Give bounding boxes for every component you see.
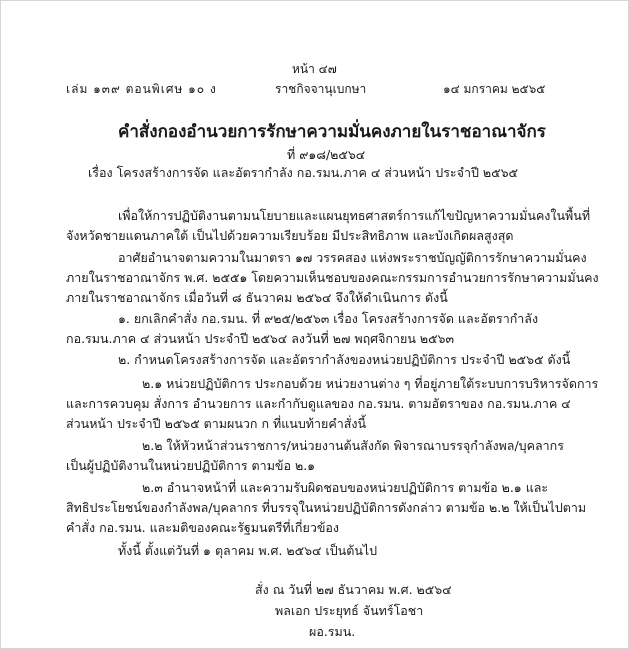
effective-date: ทั้งนี้ ตั้งแต่วันที่ ๑ ตุลาคม พ.ศ. ๒๕๖๔ เป็นต้นไป xyxy=(118,543,378,558)
item-2-2-line-1: ๒.๒ ให้หัวหน้าส่วนราชการ/หน่วยงานต้นสังกัด พิจารณาบรรจุกำลังพล/บุคลากร xyxy=(142,438,564,453)
item-2-3-line-1: ๒.๓ อำนาจหน้าที่ และความรับผิดชอบของหน่วยปฏิบัติการ ตามข้อ ๒.๑ และ xyxy=(142,480,549,495)
signer-name: พลเอก ประยุทธ์ จันทร์โอชา xyxy=(275,603,424,618)
item-2-1-line-3: ส่วนหน้า ประจำปี ๒๕๖๕ ตามผนวก ก ที่แนบท้ายคำสั่งนี้ xyxy=(66,416,367,431)
signer-position: ผอ.รมน. xyxy=(309,624,356,639)
item-2-1-line-1: ๒.๑ หน่วยปฏิบัติการ ประกอบด้วย หน่วยงานต่าง ๆ ที่อยู่ภายใต้ระบบการบริหารจัดการ xyxy=(142,376,599,391)
order-number: ที่ ๙๑๘/๒๕๖๔ xyxy=(287,147,366,162)
item-2-3-line-3: คำสั่ง กอ.รมน. และมติของคณะรัฐมนตรีที่เกี่ยวข้อง xyxy=(66,520,340,535)
paragraph-2-line-2: ภายในราชอาณาจักร พ.ศ. ๒๕๕๑ โดยความเห็นชอบของคณะกรรมการอำนวยการรักษาความมั่นคง xyxy=(66,270,599,285)
paragraph-1-line-2: จังหวัดชายแดนภาคใต้ เป็นไปด้วยความเรียบร้อย มีประสิทธิภาพ และบังเกิดผลสูงสุด xyxy=(66,228,514,243)
signed-date: สั่ง ณ วันที่ ๒๗ ธันวาคม พ.ศ. ๒๕๖๔ xyxy=(255,582,452,597)
item-2-2-line-2: เป็นผู้ปฏิบัติงานในหน่วยปฏิบัติการ ตามข้อ ๒.๑ xyxy=(66,458,316,473)
paragraph-1-line-1: เพื่อให้การปฏิบัติงานตามนโยบายและแผนยุทธศาสตร์การแก้ไขปัญหาความมั่นคงในพื้นที่ xyxy=(118,208,591,223)
gazette-date: ๑๔ มกราคม ๒๕๖๕ xyxy=(443,82,546,96)
volume-info: เล่ม ๑๓๙ ตอนพิเศษ ๑๐ ง xyxy=(66,82,217,96)
item-1-line-1: ๑. ยกเลิกคำสั่ง กอ.รมน. ที่ ๙๒๕/๒๕๖๓ เรื่อง โครงสร้างการจัด และอัตรากำลัง xyxy=(118,311,539,326)
paragraph-2-line-3: ภายในราชอาณาจักร เมื่อวันที่ ๘ ธันวาคม ๒๕๖๔ จึงให้ดำเนินการ ดังนี้ xyxy=(66,290,448,305)
paragraph-2-line-1: อาศัยอำนาจตามความในมาตรา ๑๗ วรรคสอง แห่งพระราชบัญญัติการรักษาความมั่นคง xyxy=(118,250,587,265)
item-2: ๒. กำหนดโครงสร้างการจัด และอัตรากำลังของหน่วยปฏิบัติการ ประจำปี ๒๕๖๕ ดังนี้ xyxy=(118,352,571,367)
order-title: คำสั่งกองอำนวยการรักษาความมั่นคงภายในราชอาณาจักร xyxy=(118,122,546,142)
item-2-1-line-2: และการควบคุม สั่งการ อำนวยการ และกำกับดูแลของ กอ.รมน. ตามอัตราของ กอ.รมน.ภาค ๔ xyxy=(66,396,571,411)
order-subject: เรื่อง โครงสร้างการจัด และอัตรากำลัง กอ.รมน.ภาค ๔ ส่วนหน้า ประจำปี ๒๕๖๕ xyxy=(88,165,518,180)
item-1-line-2: กอ.รมน.ภาค ๔ ส่วนหน้า ประจำปี ๒๕๖๔ ลงวันที่ ๒๗ พฤศจิกายน ๒๕๖๓ xyxy=(66,331,455,346)
gazette-name: ราชกิจจานุเบกษา xyxy=(275,82,367,96)
page-number: หน้า ๔๗ xyxy=(292,62,337,76)
item-2-3-line-2: สิทธิประโยชน์ของกำลังพล/บุคลากร ที่บรรจุในหน่วยปฏิบัติการดังกล่าว ตามข้อ ๒.๒ ให้เป็นไปตาม xyxy=(66,500,587,515)
